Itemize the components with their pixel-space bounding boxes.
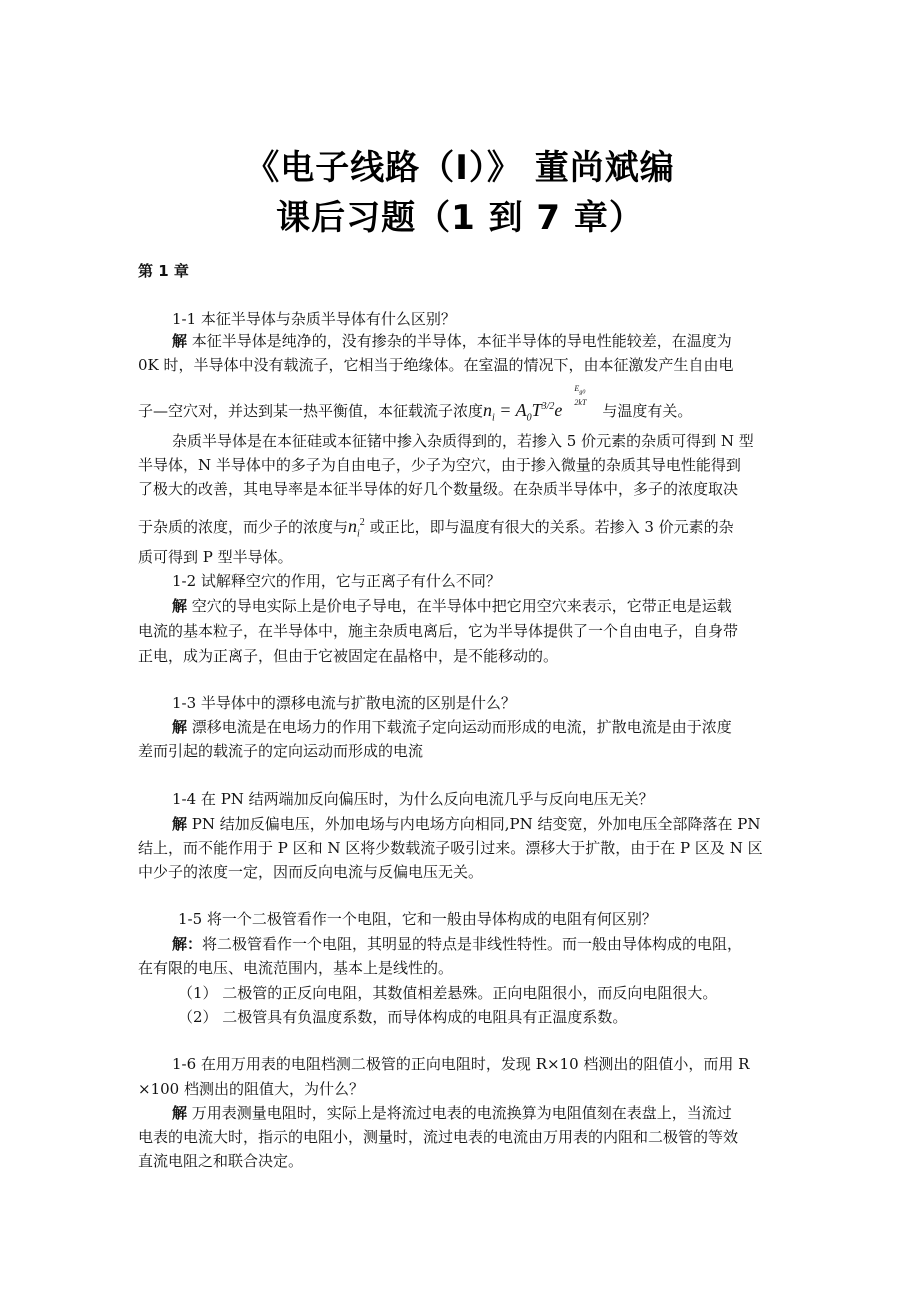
answer-1-1-line: 子—空穴对，并达到某一热平衡值，本征载流子浓度$n_i = A_0T^{3/2}e$ $E_{g0}$ 2kT 与温度有关。 bbox=[138, 384, 693, 424]
answer-1-6-line: 直流电阻之和联合决定。 bbox=[138, 1152, 304, 1170]
answer-1-4-line: 结上，而不能作用于 P 区和 N 区将少数载流子吸引过来。漂移大于扩散，由于在 P 区及 N 区 bbox=[138, 839, 763, 857]
document-subtitle: 课后习题（1 到 7 章） bbox=[276, 198, 644, 238]
answer-1-4-line: 中少子的浓度一定，因而反向电流与反偏电压无关。 bbox=[138, 863, 484, 881]
question-1-4: 1-4 在 PN 结两端加反向偏压时，为什么反向电流几乎与反向电压无关？ bbox=[172, 790, 654, 808]
answer-1-1-line: 0K 时，半导体中没有载流子，它相当于绝缘体。在室温的情况下，由本征激发产生自由电 bbox=[138, 356, 734, 374]
answer-1-2-line: 电流的基本粒子，在半导体中，施主杂质电离后，它为半导体提供了一个自由电子，自身带 bbox=[138, 622, 739, 640]
chapter-heading: 第 1 章 bbox=[138, 262, 189, 280]
answer-1-1-line: 于杂质的浓度，而少子的浓度与$n_i^2$ 或正比，即与温度有很大的关系。若掺入 3 价元素的杂 bbox=[138, 516, 734, 540]
answer-1-2-line: 正电，成为正离子，但由于它被固定在晶格中，是不能移动的。 bbox=[138, 647, 559, 665]
answer-1-6-line: 电表的电流大时，指示的电阻小，测量时，流过电表的电流由万用表的内阻和二极管的等效 bbox=[138, 1128, 739, 1146]
question-1-1: 1-1 本征半导体与杂质半导体有什么区别？ bbox=[172, 310, 456, 328]
question-1-6-cont: ×100 档测出的阻值大，为什么？ bbox=[138, 1080, 364, 1098]
carrier-concentration-formula: $n_i = A_0T^{3/2}e$ $E_{g0}$ 2kT bbox=[483, 384, 587, 424]
answer-1-1-line: 杂质半导体是在本征硅或本征锗中掺入杂质得到的，若掺入 5 价元素的杂质可得到 N 型 bbox=[172, 432, 754, 450]
question-1-3: 1-3 半导体中的漂移电流与扩散电流的区别是什么？ bbox=[172, 694, 516, 712]
answer-1-3-line: 差而引起的载流子的定向运动而形成的电流 bbox=[138, 742, 424, 760]
answer-1-5-line: 在有限的电压、电流范围内，基本上是线性的。 bbox=[138, 959, 454, 977]
answer-1-5-line: 解：将二极管看作一个电阻，其明显的特点是非线性特性。而一般由导体构成的电阻， bbox=[172, 935, 743, 953]
list-item: （1） 二极管的正反向电阻，其数值相差悬殊。正向电阻很小，而反向电阻很大。 bbox=[178, 984, 718, 1002]
answer-1-1-line: 质可得到 P 型半导体。 bbox=[138, 548, 293, 566]
document-title: 《电子线路（I）》 董尚斌编 bbox=[245, 148, 675, 188]
answer-1-1-line: 了极大的改善，其电导率是本征半导体的好几个数量级。在杂质半导体中，多子的浓度取决 bbox=[138, 480, 739, 498]
answer-1-2-line: 解 空穴的导电实际上是价电子导电，在半导体中把它用空穴来表示，它带正电是运载 bbox=[172, 597, 732, 615]
question-1-6: 1-6 在用万用表的电阻档测二极管的正向电阻时，发现 R×10 档测出的阻值小，而用 R bbox=[172, 1055, 750, 1073]
ni-squared-formula: $n_i^2$ bbox=[348, 516, 365, 540]
answer-1-1-line: 解 本征半导体是纯净的，没有掺杂的半导体，本征半导体的导电性能较差，在温度为 bbox=[172, 332, 732, 350]
answer-1-3-line: 解 漂移电流是在电场力的作用下载流子定向运动而形成的电流，扩散电流是由于浓度 bbox=[172, 718, 732, 736]
answer-1-4-line: 解 PN 结加反偏电压，外加电场与内电场方向相同,PN 结变宽，外加电压全部降落在 PN bbox=[172, 815, 761, 833]
list-item: （2） 二极管具有负温度系数，而导体构成的电阻具有正温度系数。 bbox=[178, 1008, 628, 1026]
question-1-5: 1-5 将一个二极管看作一个电阻，它和一般由导体构成的电阻有何区别？ bbox=[178, 910, 657, 928]
question-1-2: 1-2 试解释空穴的作用，它与正离子有什么不同？ bbox=[172, 572, 501, 590]
answer-1-1-line: 半导体，N 半导体中的多子为自由电子，少子为空穴，由于掺入微量的杂质其导电性能得到 bbox=[138, 456, 741, 474]
answer-label: 解 bbox=[172, 332, 188, 350]
answer-1-6-line: 解 万用表测量电阻时，实际上是将流过电表的电流换算为电阻值刻在表盘上，当流过 bbox=[172, 1104, 732, 1122]
